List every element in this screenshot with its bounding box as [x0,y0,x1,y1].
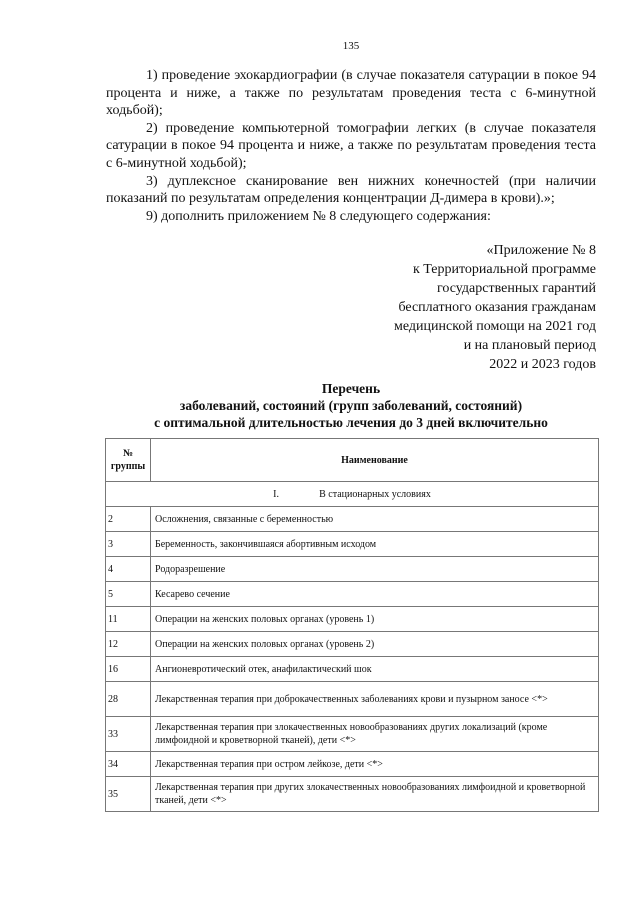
group-number: 11 [106,607,151,632]
paragraph: 3) дуплексное сканирование вен нижних конечностей (при наличии показаний по результатам определения концентрации Д-димера в крови).»; [106,173,596,207]
group-number: 4 [106,557,151,582]
group-name: Кесарево сечение [151,582,599,607]
section-title: В стационарных условиях [319,488,431,500]
table-header-row [106,439,599,482]
table-row [106,557,599,582]
group-number: 12 [106,632,151,657]
group-number: 16 [106,657,151,682]
section-cell [106,482,599,507]
table-row [106,532,599,557]
page-number: 135 [342,40,360,52]
group-name: Беременность, закончившаяся абортивным исходом [151,532,599,557]
group-name: Лекарственная терапия при злокачественных новообразованиях других локализаций (кроме лимфоидной и кроветворной тканей), дети <*> [151,717,599,752]
appendix-line: к Территориальной программе [412,262,596,277]
group-name: Лекарственная терапия при доброкачественных заболеваниях крови и пузырном заносе <*> [151,682,599,717]
section-row [106,482,599,507]
group-name: Лекарственная терапия при других злокачественных новообразованиях лимфоидной и кроветворной тканей, дети <*> [151,777,599,812]
title-line: заболеваний, состояний (групп заболеваний, состояний) [179,398,523,413]
document-title [60,380,640,431]
table-row [106,657,599,682]
group-number: 34 [106,752,151,777]
appendix-line: и на плановый период [463,338,596,353]
table-row [106,607,599,632]
group-number: 5 [106,582,151,607]
group-number: 28 [106,682,151,717]
table-row [106,632,599,657]
body-text [106,67,596,225]
paragraph: 1) проведение эхокардиографии (в случае показателя сатурации в покое 94 процента и ниже, а также по результатам проведения теста с 6-минутной ходьбой); [106,68,596,119]
group-number: 3 [106,532,151,557]
group-name: Операции на женских половых органах (уровень 2) [151,632,599,657]
group-number: 35 [106,777,151,812]
appendix-line: 2022 и 2023 годов [489,357,596,372]
group-name: Осложнения, связанные с беременностью [151,507,599,532]
table-row [106,777,599,812]
title-line: Перечень [321,381,381,396]
header-name: Наименование [151,439,599,482]
table-row [106,507,599,532]
paragraph: 2) проведение компьютерной томографии легких (в случае показателя сатурации в покое 94 процента и ниже, а также по результатам проведения теста с 6-минутной ходьбой); [106,120,596,171]
group-name: Лекарственная терапия при остром лейкозе, дети <*> [151,752,599,777]
table-row [106,752,599,777]
groups-table [105,438,599,812]
paragraph: 9) дополнить приложением № 8 следующего содержания: [146,208,491,224]
table-row [106,582,599,607]
table-row [106,717,599,752]
title-line: с оптимальной длительностью лечения до 3 дней включительно [154,415,548,430]
group-name: Родоразрешение [151,557,599,582]
appendix-line: бесплатного оказания гражданам [398,300,596,315]
appendix-line: государственных гарантий [437,281,596,296]
appendix-header [340,241,596,374]
appendix-line: «Приложение № 8 [486,243,596,258]
group-number: 33 [106,717,151,752]
appendix-line: медицинской помощи на 2021 год [394,319,596,334]
group-name: Ангионевротический отек, анафилактический шок [151,657,599,682]
group-name: Операции на женских половых органах (уровень 1) [151,607,599,632]
group-number: 2 [106,507,151,532]
section-numeral: I. [273,488,279,500]
header-number: № группы [106,439,151,482]
table-row [106,682,599,717]
